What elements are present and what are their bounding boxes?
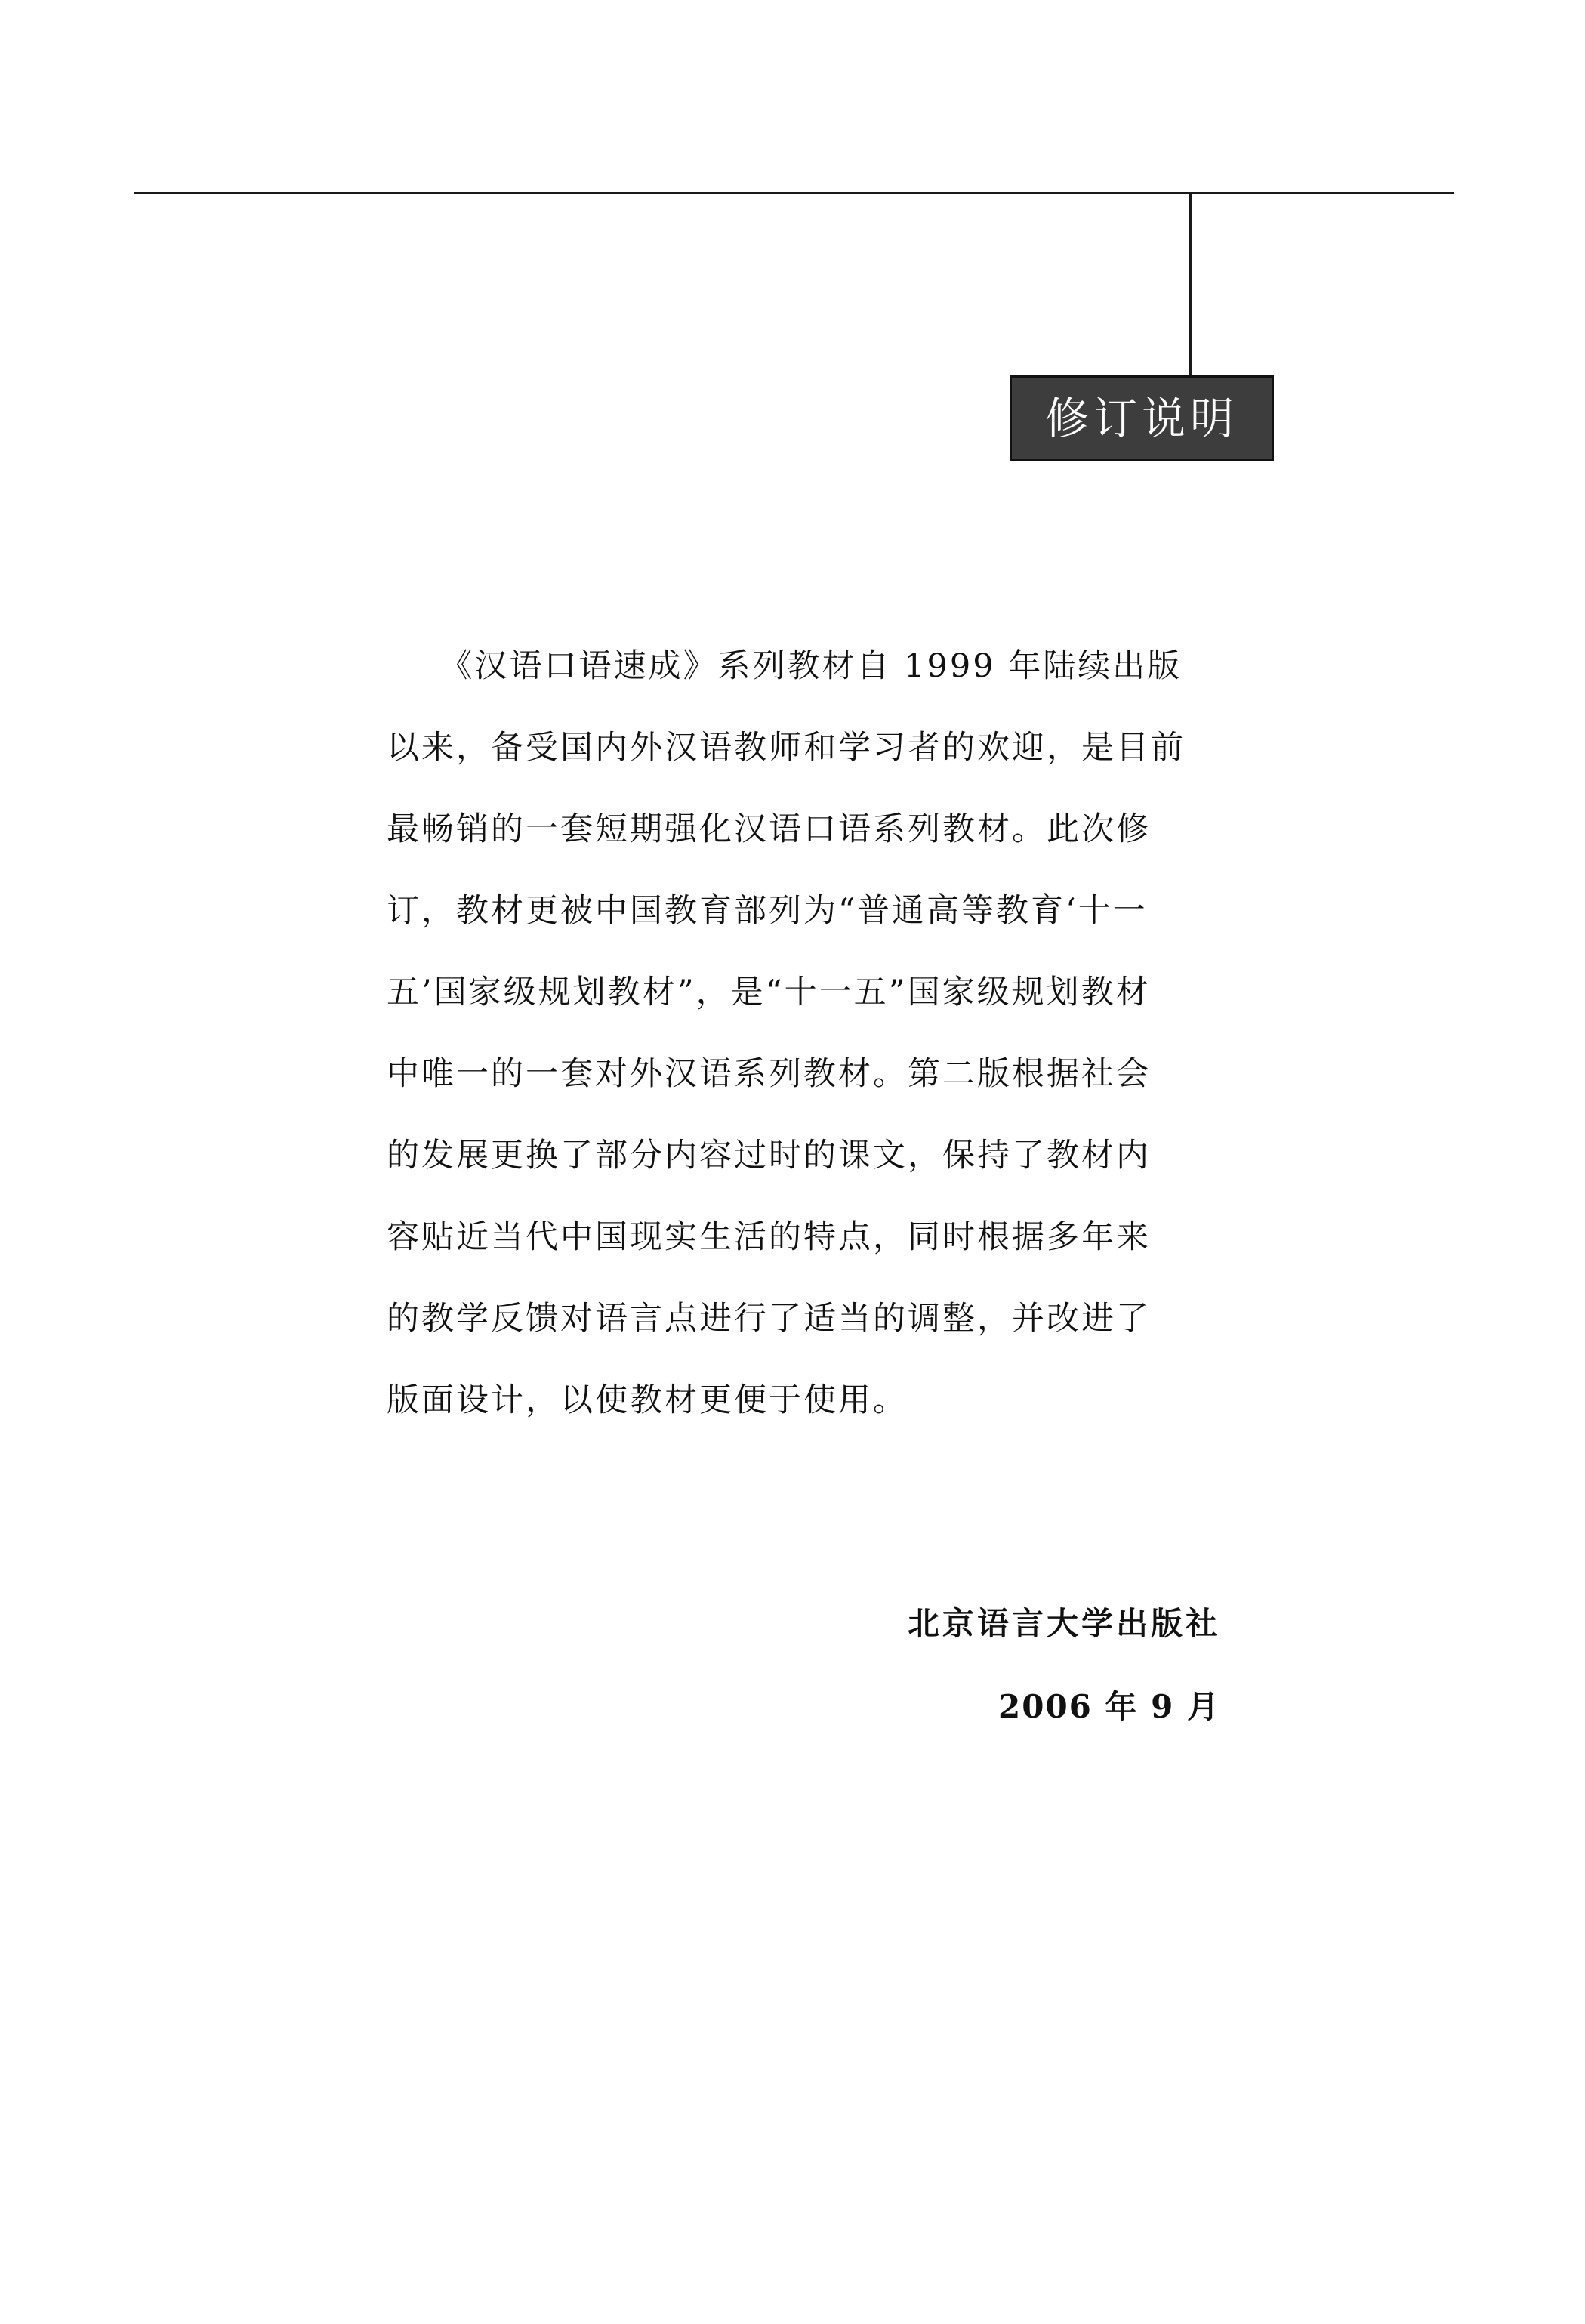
body-line-1: 《汉语口语速成》系列教材自 1999 年陆续出版	[387, 647, 1183, 685]
body-line-6: 中唯一的一套对外汉语系列教材。第二版根据社会	[387, 1055, 1151, 1093]
body-line-5: 五’国家级规划教材”，是“十一五”国家级规划教材	[387, 974, 1151, 1011]
top-horizontal-rule	[134, 192, 1454, 194]
revision-note-body	[387, 625, 1231, 1441]
title-connector-rule	[1189, 194, 1192, 377]
body-line-2: 以来，备受国内外汉语教师和学习者的欢迎，是目前	[387, 729, 1186, 767]
body-line-3: 最畅销的一套短期强化汉语口语系列教材。此次修	[387, 810, 1151, 848]
body-line-7: 的发展更换了部分内容过时的课文，保持了教材内	[387, 1137, 1151, 1174]
body-line-8: 容贴近当代中国现实生活的特点，同时根据多年来	[387, 1218, 1151, 1256]
publisher-name: 北京语言大学出版社	[907, 1605, 1220, 1642]
section-title-box	[1010, 375, 1274, 461]
publication-date: 2006 年 9 月	[998, 1688, 1220, 1725]
body-line-10: 版面设计，以使教材更便于使用。	[387, 1381, 908, 1419]
body-line-9: 的教学反馈对语言点进行了适当的调整，并改进了	[387, 1300, 1151, 1338]
section-title: 修订说明	[1044, 393, 1238, 444]
body-line-4: 订，教材更被中国教育部列为“普通高等教育‘十一	[387, 892, 1148, 930]
